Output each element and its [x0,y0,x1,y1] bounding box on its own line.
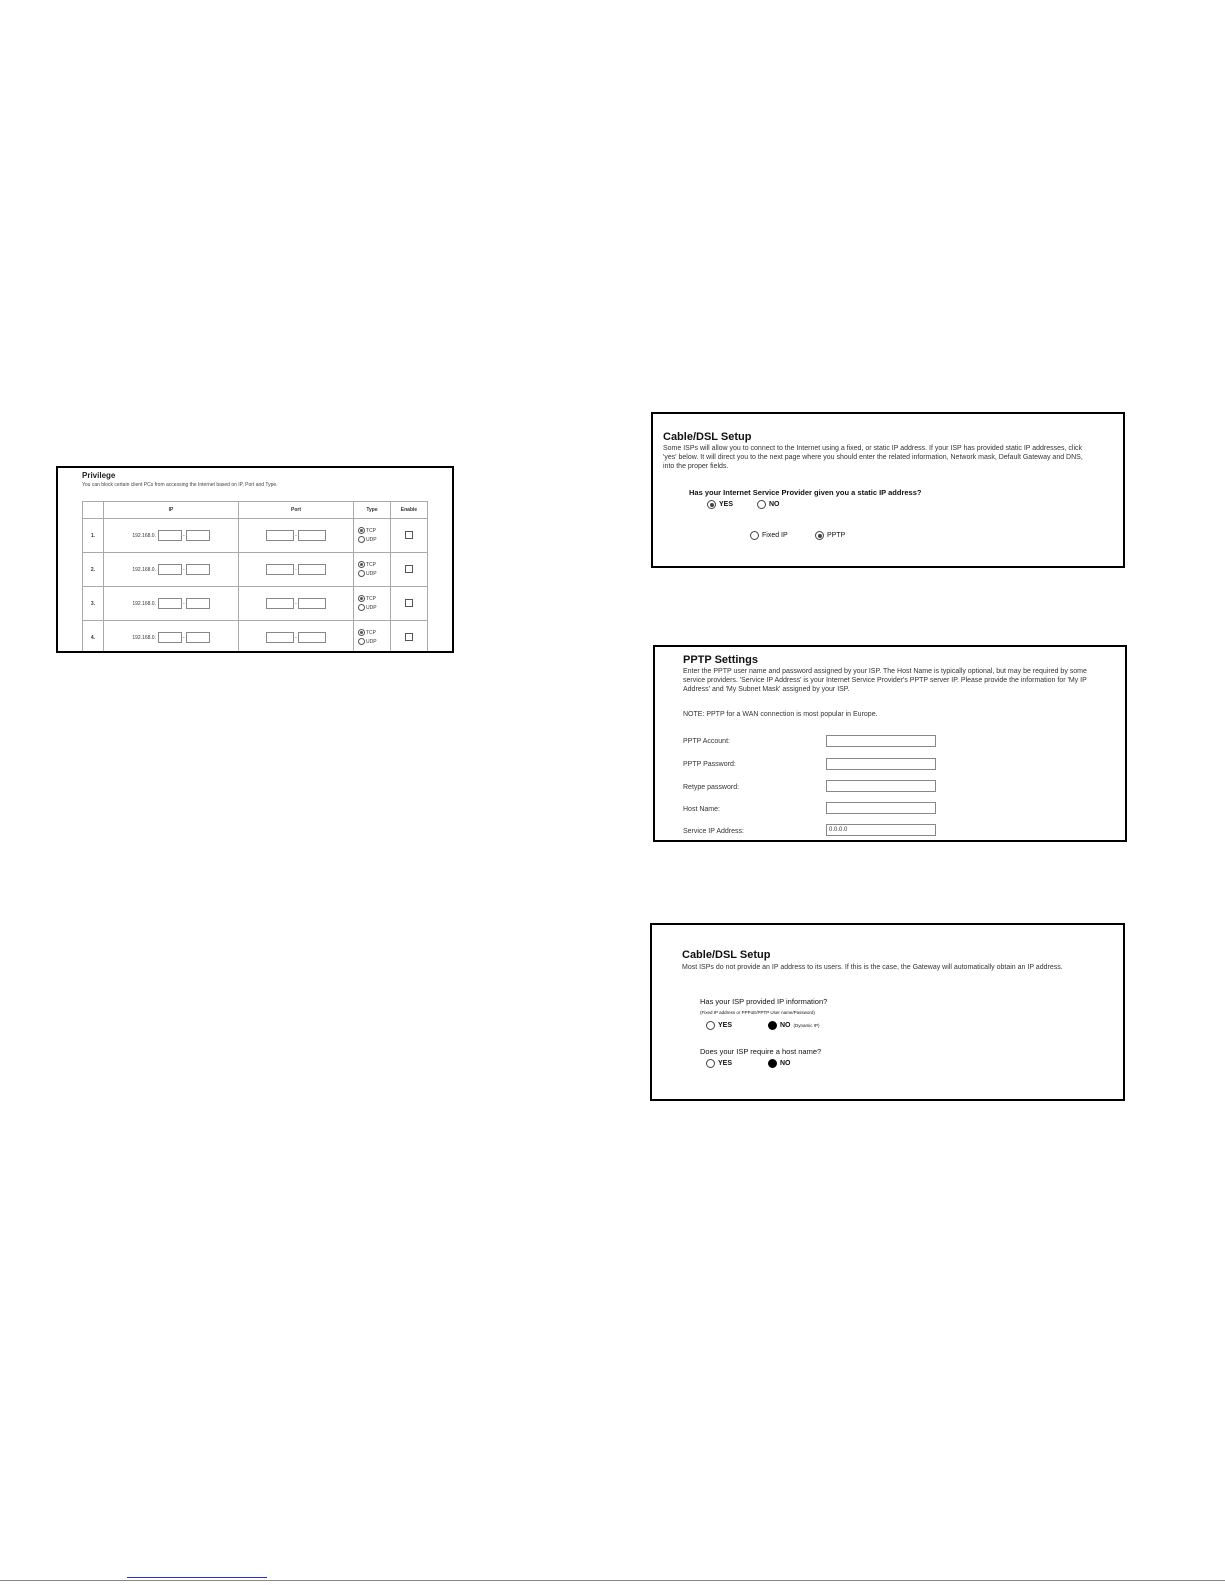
radio-icon[interactable] [358,536,365,543]
cable-static-text: Some ISPs will allow you to connect to the Internet using a fixed, or static IP address. If your ISP has provided static IP addresses, click 'yes' below. It will direct you to the next page where you should enter the related information, Network mask, Default Gateway and DNS, into the proper fields. [663,445,1083,470]
ip-prefix: 192.168.0. [132,600,156,607]
radio-icon[interactable] [706,1059,715,1068]
radio-icon[interactable] [815,531,824,540]
ip-prefix: 192.168.0. [132,566,156,573]
ip-start-input[interactable] [158,632,182,643]
port-end-input[interactable] [298,632,326,643]
port-cell: - [239,621,354,654]
static-yes-option[interactable]: YES [707,500,733,509]
type-cell [354,519,391,553]
row-number: 2. [83,553,104,587]
enable-cell [391,553,428,587]
port-end-input[interactable] [298,530,326,541]
radio-icon[interactable] [768,1021,777,1030]
footer-link[interactable] [127,1577,267,1578]
radio-icon[interactable] [358,595,365,602]
isp-info-subtext: (Fixed IP address or PPPoE/PPTP User name/Password) [700,1010,815,1015]
static-no-option[interactable]: NO [757,500,780,509]
privilege-title: Privilege [82,471,116,480]
ip-start-input[interactable] [158,530,182,541]
port-start-input[interactable] [266,632,294,643]
type-udp-option[interactable]: UDP [358,570,390,579]
footer-rule [0,1580,1225,1581]
isp-info-question: Has your ISP provided IP information? [700,997,828,1006]
enable-cell [391,519,428,553]
pptp-settings-panel [653,645,1127,842]
radio-icon[interactable] [706,1021,715,1030]
privilege-table [82,501,428,653]
type-cell [354,553,391,587]
col-enable: Enable [391,502,428,519]
static-ip-question: Has your Internet Service Provider given you a static IP address? [689,488,922,497]
ip-end-input[interactable] [186,564,210,575]
radio-icon[interactable] [707,500,716,509]
col-ip: IP [104,502,239,519]
enable-cell [391,621,428,654]
enable-checkbox[interactable] [405,599,413,607]
col-port: Port [239,502,354,519]
radio-icon[interactable] [358,629,365,636]
pptp-option[interactable]: PPTP [815,531,845,540]
isp-info-yes-option[interactable]: YES [706,1021,732,1030]
radio-icon[interactable] [358,604,365,611]
host-name-no-option[interactable]: NO [768,1059,791,1068]
port-start-input[interactable] [266,598,294,609]
type-tcp-option[interactable]: TCP [358,561,390,570]
ip-cell: 192.168.0. - [104,553,239,587]
type-tcp-option[interactable]: TCP [358,527,390,536]
enable-checkbox[interactable] [405,565,413,573]
type-tcp-option[interactable]: TCP [358,629,390,638]
retype-password-label: Retype password: [683,784,740,791]
radio-icon[interactable] [358,527,365,534]
ip-end-input[interactable] [186,632,210,643]
type-cell [354,621,391,654]
ip-end-input[interactable] [186,530,210,541]
cable-static-title: Cable/DSL Setup [663,431,752,443]
privilege-description: You can block certain client PCs from accessing the Internet based on IP, Port and Type. [82,482,278,488]
ip-prefix: 192.168.0. [132,532,156,539]
radio-icon[interactable] [358,570,365,577]
port-cell: - [239,587,354,621]
fixed-ip-option[interactable]: Fixed IP [750,531,788,540]
cable-dynamic-text: Most ISPs do not provide an IP address to its users. If this is the case, the Gateway will automatically obtain an IP address. [682,964,1063,971]
cable-dynamic-title: Cable/DSL Setup [682,949,771,961]
retype-password-input[interactable] [826,780,936,792]
host-name-label: Host Name: [683,806,720,813]
row-number: 1. [83,519,104,553]
radio-icon[interactable] [358,638,365,645]
radio-icon[interactable] [757,500,766,509]
pptp-text: Enter the PPTP user name and password assigned by your ISP. The Host Name is typically optional, but may be required by some service providers. 'Service IP Address' is your Internet Service Provider's PPTP server IP. Please provide the information for 'My IP Address' and 'My Subnet Mask' assigned by your ISP. [683,668,1087,693]
host-name-input[interactable] [826,802,936,814]
port-end-input[interactable] [298,598,326,609]
type-udp-option[interactable]: UDP [358,536,390,545]
table-row [83,587,428,621]
enable-cell [391,587,428,621]
ip-cell: 192.168.0. - [104,519,239,553]
cable-dsl-dynamic-panel [650,923,1125,1101]
port-start-input[interactable] [266,564,294,575]
port-cell: - [239,519,354,553]
ip-prefix: 192.168.0. [132,634,156,641]
pptp-password-input[interactable] [826,758,936,770]
isp-info-no-option[interactable]: NO (Dynamic IP) [768,1021,820,1030]
host-name-question: Does your ISP require a host name? [700,1047,822,1056]
row-number: 3. [83,587,104,621]
table-row [83,621,428,654]
privilege-panel [56,466,454,653]
ip-start-input[interactable] [158,564,182,575]
ip-start-input[interactable] [158,598,182,609]
radio-icon[interactable] [768,1059,777,1068]
service-ip-label: Service IP Address: [683,828,744,835]
host-name-yes-option[interactable]: YES [706,1059,732,1068]
col-type: Type [354,502,391,519]
type-udp-option[interactable]: UDP [358,604,390,613]
port-start-input[interactable] [266,530,294,541]
port-end-input[interactable] [298,564,326,575]
table-row [83,553,428,587]
enable-checkbox[interactable] [405,633,413,641]
row-number: 4. [83,621,104,654]
pptp-note: NOTE: PPTP for a WAN connection is most popular in Europe. [683,711,878,718]
pptp-account-label: PPTP Account: [683,738,730,745]
col-number [83,502,104,519]
ip-cell: 192.168.0. - [104,587,239,621]
type-udp-option[interactable]: UDP [358,638,390,647]
ip-cell: 192.168.0. - [104,621,239,654]
radio-icon[interactable] [358,561,365,568]
cable-dsl-static-panel [651,412,1125,568]
ip-end-input[interactable] [186,598,210,609]
radio-icon[interactable] [750,531,759,540]
table-row [83,519,428,553]
type-tcp-option[interactable]: TCP [358,595,390,604]
port-cell: - [239,553,354,587]
pptp-account-input[interactable] [826,735,936,747]
pptp-title: PPTP Settings [683,654,758,666]
service-ip-input[interactable]: 0.0.0.0 [826,824,936,836]
pptp-password-label: PPTP Password: [683,761,736,768]
type-cell [354,587,391,621]
enable-checkbox[interactable] [405,531,413,539]
